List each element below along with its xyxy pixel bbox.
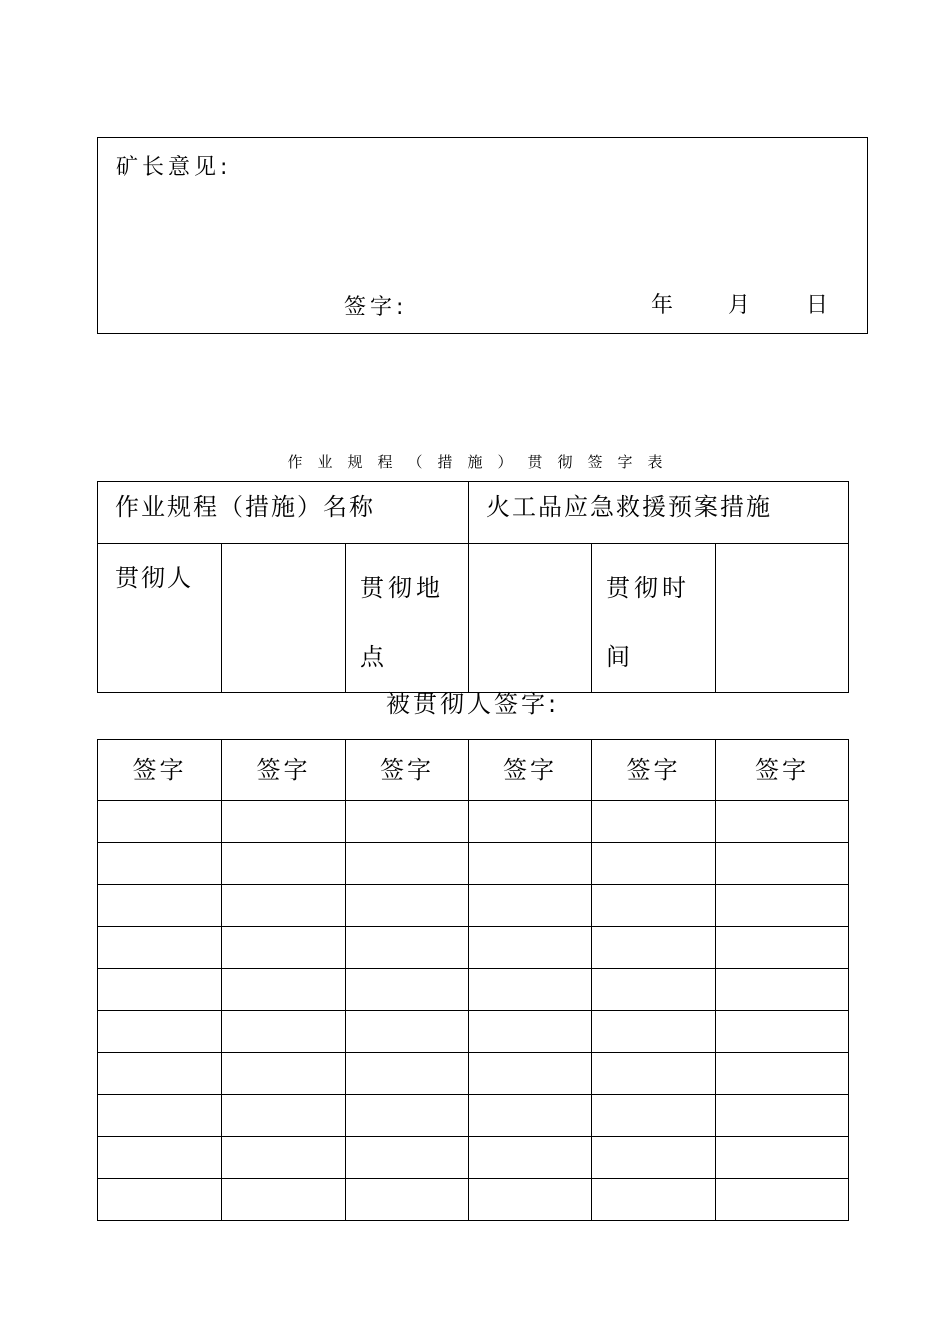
signature-header-cell xyxy=(98,740,222,801)
signature-header-label: 签字 xyxy=(256,756,311,784)
location-value xyxy=(469,544,591,554)
signature-cell[interactable] xyxy=(469,1179,592,1221)
signature-cell[interactable] xyxy=(98,843,222,885)
signature-header-label: 签字 xyxy=(503,756,557,784)
signature-cell[interactable] xyxy=(346,801,469,843)
signature-row xyxy=(98,927,849,969)
signature-cell[interactable] xyxy=(98,969,222,1011)
location-value-cell[interactable] xyxy=(469,544,592,693)
procedure-name-label: 作业规程（措施）名称 xyxy=(115,493,375,521)
signature-cell[interactable] xyxy=(592,1179,716,1221)
signature-cell[interactable] xyxy=(469,1011,592,1053)
signature-cell[interactable] xyxy=(469,801,592,843)
signature-cell[interactable] xyxy=(98,885,222,927)
signature-cell[interactable] xyxy=(346,1179,469,1221)
signature-cell[interactable] xyxy=(592,927,716,969)
signature-cell[interactable] xyxy=(98,1011,222,1053)
signature-header-label: 签字 xyxy=(132,756,187,784)
signature-header-row xyxy=(98,740,849,801)
signature-cell[interactable] xyxy=(346,1095,469,1137)
date-day-label: 日 xyxy=(806,293,829,318)
signature-rows xyxy=(98,801,849,1221)
signature-cell[interactable] xyxy=(469,1095,592,1137)
director-opinion-box xyxy=(97,137,868,334)
info-header-row xyxy=(98,482,849,544)
director-opinion-label: 矿长意见: xyxy=(116,155,232,180)
signature-cell[interactable] xyxy=(346,1011,469,1053)
signature-row xyxy=(98,1053,849,1095)
procedure-name-value: 火工品应急救援预案措施 xyxy=(486,493,773,521)
procedure-name-label-cell xyxy=(98,482,469,544)
signature-header-label: 签字 xyxy=(380,756,434,784)
signature-cell[interactable] xyxy=(592,843,716,885)
signature-cell[interactable] xyxy=(222,801,346,843)
signature-header-cell xyxy=(592,740,716,801)
signature-header-cell xyxy=(716,740,849,801)
signature-table xyxy=(97,739,849,1221)
signature-row xyxy=(98,1095,849,1137)
signature-cell[interactable] xyxy=(346,885,469,927)
signature-cell[interactable] xyxy=(346,927,469,969)
info-table xyxy=(97,481,849,693)
signature-cell[interactable] xyxy=(222,969,346,1011)
signature-header-label: 签字 xyxy=(755,756,809,784)
signature-cell[interactable] xyxy=(222,927,346,969)
signature-cell[interactable] xyxy=(716,1011,849,1053)
implementer-value-cell[interactable] xyxy=(222,544,346,693)
signature-cell[interactable] xyxy=(592,801,716,843)
signature-cell[interactable] xyxy=(346,843,469,885)
signature-cell[interactable] xyxy=(222,1053,346,1095)
signature-cell[interactable] xyxy=(592,1011,716,1053)
director-sign-label: 签字: xyxy=(344,295,408,320)
signature-cell[interactable] xyxy=(346,969,469,1011)
signature-cell[interactable] xyxy=(222,1179,346,1221)
signature-row xyxy=(98,1137,849,1179)
signature-cell[interactable] xyxy=(592,885,716,927)
signature-cell[interactable] xyxy=(98,1179,222,1221)
form-title: 作业规程（措施）贯彻签字表 xyxy=(287,453,678,471)
date-year-label: 年 xyxy=(651,293,674,318)
signature-cell[interactable] xyxy=(222,1137,346,1179)
signature-cell[interactable] xyxy=(716,969,849,1011)
signature-cell[interactable] xyxy=(469,885,592,927)
signature-cell[interactable] xyxy=(716,1137,849,1179)
date-month-label: 月 xyxy=(728,293,751,318)
time-label: 贯彻时间 xyxy=(606,574,691,671)
location-label: 贯彻地点 xyxy=(360,574,444,671)
signature-cell[interactable] xyxy=(98,1137,222,1179)
signature-cell[interactable] xyxy=(592,1095,716,1137)
signature-cell[interactable] xyxy=(98,1053,222,1095)
info-detail-row xyxy=(98,544,849,693)
signature-cell[interactable] xyxy=(716,843,849,885)
time-value-cell[interactable] xyxy=(716,544,849,693)
signed-persons-title: 被贯彻人签字: xyxy=(385,690,560,718)
signature-cell[interactable] xyxy=(592,1137,716,1179)
signature-cell[interactable] xyxy=(98,1095,222,1137)
signature-row xyxy=(98,885,849,927)
implementer-label: 贯彻人 xyxy=(115,564,193,592)
signature-cell[interactable] xyxy=(716,1179,849,1221)
signature-row xyxy=(98,969,849,1011)
time-value xyxy=(716,544,848,554)
signature-cell[interactable] xyxy=(346,1053,469,1095)
signature-cell[interactable] xyxy=(716,1095,849,1137)
signature-cell[interactable] xyxy=(716,885,849,927)
signature-cell[interactable] xyxy=(469,1137,592,1179)
signature-row xyxy=(98,801,849,843)
signature-cell[interactable] xyxy=(716,1053,849,1095)
signature-cell[interactable] xyxy=(222,885,346,927)
signature-cell[interactable] xyxy=(346,1137,469,1179)
signature-cell[interactable] xyxy=(469,927,592,969)
implementer-label-cell xyxy=(98,544,222,693)
signature-cell[interactable] xyxy=(98,801,222,843)
signature-cell[interactable] xyxy=(469,969,592,1011)
signature-cell[interactable] xyxy=(469,1053,592,1095)
signature-cell[interactable] xyxy=(222,843,346,885)
signature-row xyxy=(98,843,849,885)
signature-cell[interactable] xyxy=(716,801,849,843)
signature-header-cell xyxy=(346,740,469,801)
signature-cell[interactable] xyxy=(469,843,592,885)
signature-header-cell xyxy=(222,740,346,801)
signature-cell[interactable] xyxy=(222,1011,346,1053)
time-label-cell xyxy=(592,544,716,693)
signature-header-cell xyxy=(469,740,592,801)
signature-cell[interactable] xyxy=(592,969,716,1011)
location-label-cell xyxy=(346,544,469,693)
implementer-value xyxy=(222,544,345,554)
signature-cell[interactable] xyxy=(592,1053,716,1095)
signature-row xyxy=(98,1179,849,1221)
signature-row xyxy=(98,1011,849,1053)
procedure-name-value-cell xyxy=(469,482,849,544)
signature-header-label: 签字 xyxy=(626,756,681,784)
signature-cell[interactable] xyxy=(222,1095,346,1137)
signature-cell[interactable] xyxy=(716,927,849,969)
signature-cell[interactable] xyxy=(98,927,222,969)
